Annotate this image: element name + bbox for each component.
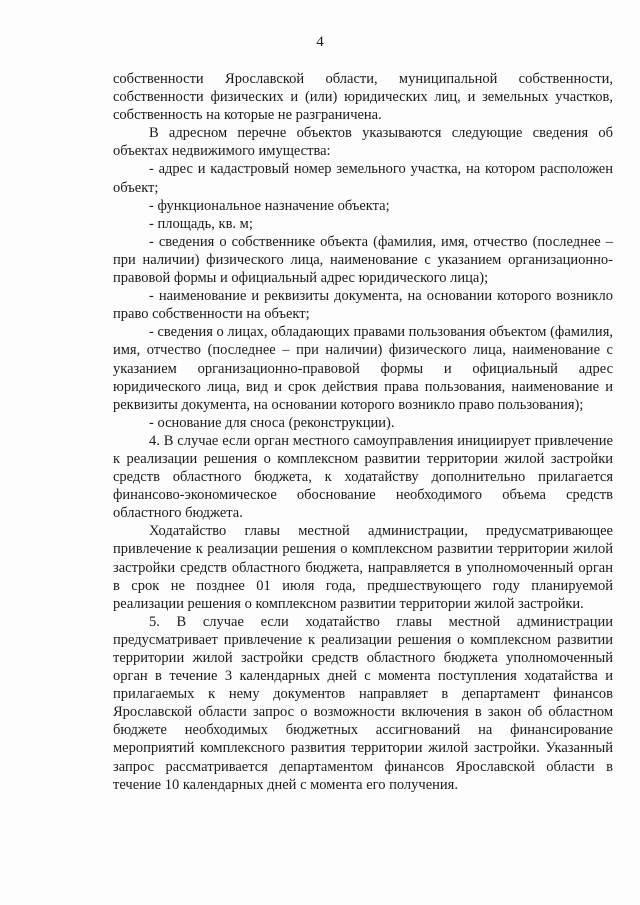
list-item: - основание для сноса (реконструкции).	[149, 414, 395, 431]
page-number: 4	[316, 34, 324, 50]
list-item: - адрес и кадастровый номер земельного участка, на котором расположен объект;	[113, 161, 613, 196]
paragraph: 5. В случае если ходатайство главы местной администрации предусматривает привлечение к реализации решения о комплексном развитии территории жилой застройки средств областного бюджета уполномоченный орган в течение 3 календарных дней с момента поступления ходатайства и прилагаемых к нему документов направляет в департамент финансов Ярославской области запрос о возможности включения в закон об областном бюджете необходимых бюджетных ассигнований на финансирование мероприятий комплексного развития территории жилой застройки. Указанный запрос рассматривается департаментом финансов Ярославской области в течение 10 календарных дней с момента его получения.	[113, 613, 613, 793]
document-body	[113, 70, 613, 794]
paragraph: Ходатайство главы местной администрации, предусматривающее привлечение к реализации решения о комплексном развитии территории жилой застройки средств областного бюджета, направляется в уполномоченный орган в срок не позднее 01 июля года, предшествующего году планируемой реализации решения о комплексном развитии территории жилой застройки.	[113, 523, 613, 612]
paragraph: В адресном перечне объектов указываются следующие сведения об объектах недвижимого имущества:	[113, 125, 613, 160]
list-item: - сведения о собственнике объекта (фамилия, имя, отчество (последнее – при наличии) физического лица, наименование с указанием организационно-правовой формы и официальный адрес юридического лица);	[113, 233, 613, 287]
list-item: - функциональное назначение объекта;	[149, 197, 390, 214]
paragraph: 4. В случае если орган местного самоуправления инициирует привлечение к реализации решения о комплексном развитии территории жилой застройки средств областного бюджета, к ходатайству дополнительно прилагается финансово-экономическое обоснование необходимого объема средств областного бюджета.	[113, 432, 613, 522]
list-item: - сведения о лицах, обладающих правами пользования объектом (фамилия, имя, отчество (последнее – при наличии) физического лица, наименование с указанием организационно-правовой формы и официальный адрес юридического лица, вид и срок действия права пользования, наименование и реквизиты документа, на основании которого возникло право пользования);	[113, 324, 613, 413]
list-item: - площадь, кв. м;	[149, 215, 253, 232]
paragraph: собственности Ярославской области, муниципальной собственности, собственности физических и (или) юридических лиц, и земельных участков, собственность на которые не разграничена.	[113, 71, 613, 124]
list-item: - наименование и реквизиты документа, на основании которого возникло право собственности на объект;	[113, 288, 613, 323]
